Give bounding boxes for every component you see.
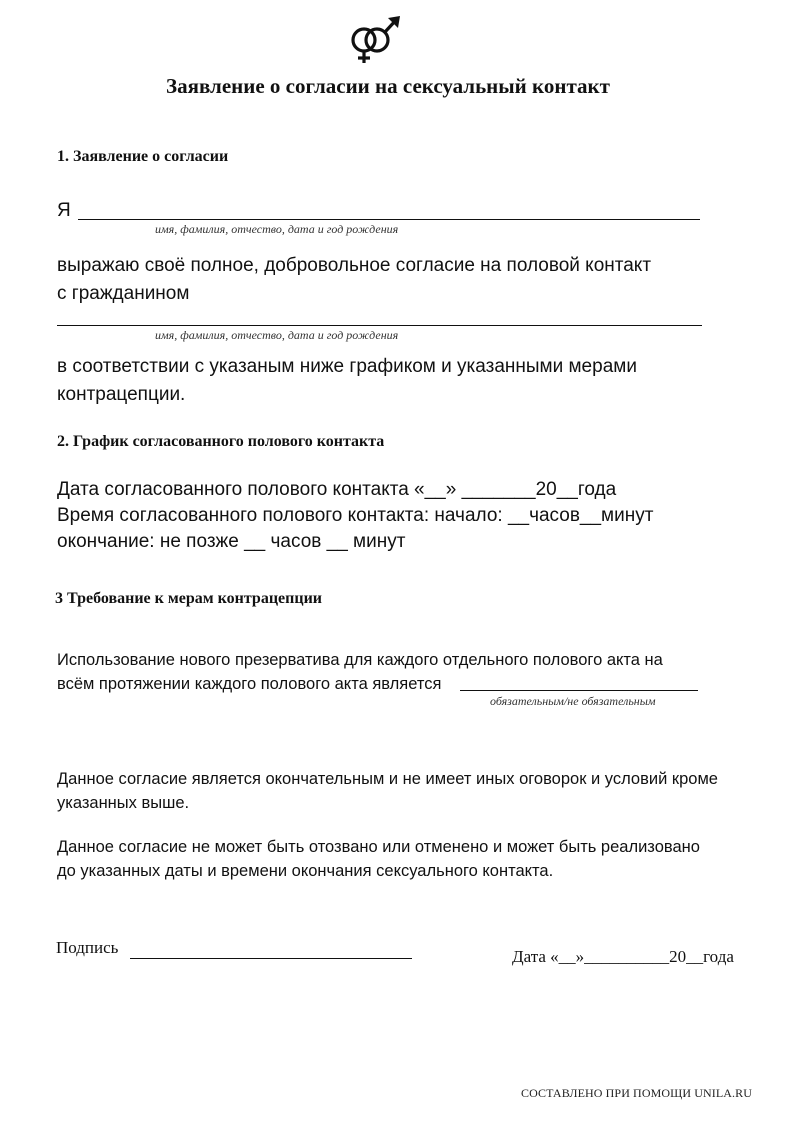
consent-line-1: выражаю своё полное, добровольное согласие на половой контакт [57, 255, 652, 276]
final-statement-2 [57, 835, 777, 883]
consent-paragraph [57, 252, 757, 308]
section-1-heading: 1. Заявление о согласии [57, 148, 229, 165]
final-statement-1-line-1: Данное согласие является окончательным и не имеет иных оговорок и условий кроме [57, 770, 718, 788]
final-statement-1 [57, 767, 777, 815]
final-statement-1-line-2: указанных выше. [57, 794, 190, 812]
condom-paragraph [57, 648, 777, 696]
name-field-caption-2: имя, фамилия, отчество, дата и год рождения [155, 328, 399, 342]
document-title: Заявление о согласии на сексуальный контакт [166, 74, 610, 98]
signature-label: Подпись [56, 938, 119, 957]
final-statement-2-line-1: Данное согласие не может быть отозвано или отменено и может быть реализовано [57, 838, 700, 856]
signature-date: Дата «__»__________20__года [512, 947, 734, 966]
name-field-line-1[interactable] [78, 219, 700, 220]
contact-end-time-line: окончание: не позже __ часов __ минут [57, 531, 406, 552]
schedule-paragraph [57, 477, 777, 555]
consent-line-2: с гражданином [57, 283, 190, 304]
footer-credit: СОСТАВЛЕНО ПРИ ПОМОЩИ UNILA.RU [520, 1086, 752, 1100]
signature-field-line[interactable] [130, 958, 412, 959]
accordance-line-1: в соответствии с указаным ниже графиком и указанными мерами [57, 356, 637, 377]
name-field-caption-1: имя, фамилия, отчество, дата и год рождения [155, 222, 399, 236]
condom-requirement-caption: обязательным/не обязательным [490, 694, 656, 708]
condom-requirement-field-line[interactable] [460, 690, 698, 691]
section-3-heading: 3 Требование к мерам контрацепции [55, 590, 323, 607]
section-2-heading: 2. График согласованного полового контакта [57, 433, 385, 450]
final-statement-2-line-2: до указанных даты и времени окончания сексуального контакта. [57, 862, 554, 880]
accordance-paragraph [57, 353, 757, 409]
gender-symbols-icon [344, 10, 404, 66]
contact-date-line: Дата согласованного полового контакта «__» _______20__года [57, 479, 617, 500]
condom-line-1: Использование нового презерватива для каждого отдельного полового акта на [57, 651, 663, 669]
i-label: Я [57, 200, 71, 221]
name-field-line-2[interactable] [57, 325, 702, 326]
accordance-line-2: контрацепции. [57, 384, 186, 405]
condom-line-2: всём протяжении каждого полового акта является [57, 675, 442, 693]
contact-start-time-line: Время согласованного полового контакта: начало: __часов__минут [57, 505, 654, 526]
